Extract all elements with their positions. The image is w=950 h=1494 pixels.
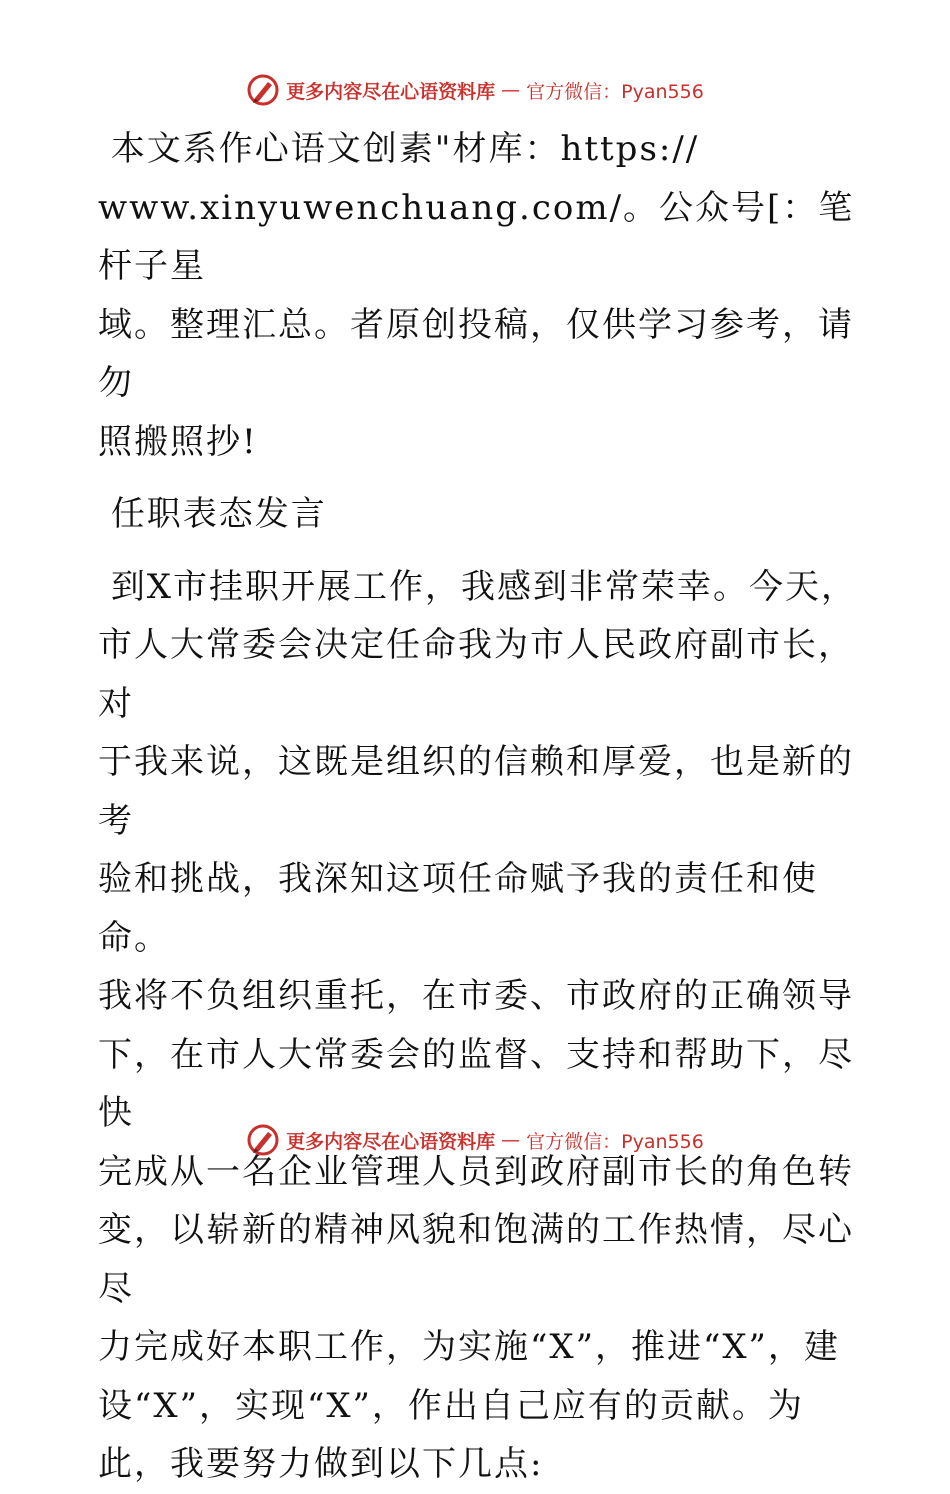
text-line: 设“X”，实现“X”，作出自己应有的贡献。为 [98,1385,804,1426]
text-line: 验和挑战，我深知这项任命赋予我的责任和使命。 [98,859,818,958]
banner-wechat: 官方微信：Pyan556 [526,80,704,103]
text-line: 下，在市人大常委会的监督、支持和帮助下，尽快 [98,1034,854,1133]
banner-slogan: 更多内容尽在心语资料库 [286,80,496,103]
header-banner [0,70,950,110]
text-line: 我将不负组织重托，在市委、市政府的正确领导 [98,976,854,1016]
header-banner-content [246,73,704,107]
text-line: 市人大常委会决定任命我为市人民政府副市长，对 [98,625,854,724]
banner-separator: — [501,79,521,101]
body-paragraph [98,558,858,1494]
text-line: 于我来说，这既是组织的信赖和厚爱，也是新的考 [98,742,854,841]
banner-wechat: 官方微信：Pyan556 [526,1130,704,1153]
text-line: 到X市挂职开展工作，我感到非常荣幸。今天， [98,566,858,607]
text-line: 本文系作心语文创素"材库：https:// [98,129,700,169]
pen-logo-icon [246,1123,280,1157]
banner-slogan: 更多内容尽在心语资料库 [286,1130,496,1153]
text-line: www.xinyuwenchuang.com/。公众号[：笔杆子星 [98,187,855,286]
text-line: 此，我要努力做到以下几点: [98,1444,544,1484]
text-line: 照搬照抄! [98,421,258,462]
document-body [98,120,858,1494]
document-title: 任职表态发言 [98,494,327,534]
footer-banner [0,1120,950,1160]
text-line: 完成从一名企业管理人员到政府副市长的角色转 [98,1151,854,1192]
banner-separator: — [501,1129,521,1151]
footer-banner-content [246,1123,704,1157]
text-line: 域。整理汇总。者原创投稿，仅供学习参考，请勿 [98,304,854,403]
text-line: 变，以崭新的精神风貌和饱满的工作热情，尽心尽 [98,1210,854,1309]
copyright-notice [98,120,858,471]
pen-logo-icon [246,73,280,107]
text-line: 力完成好本职工作，为实施“X”，推进“X”，建 [98,1327,840,1367]
